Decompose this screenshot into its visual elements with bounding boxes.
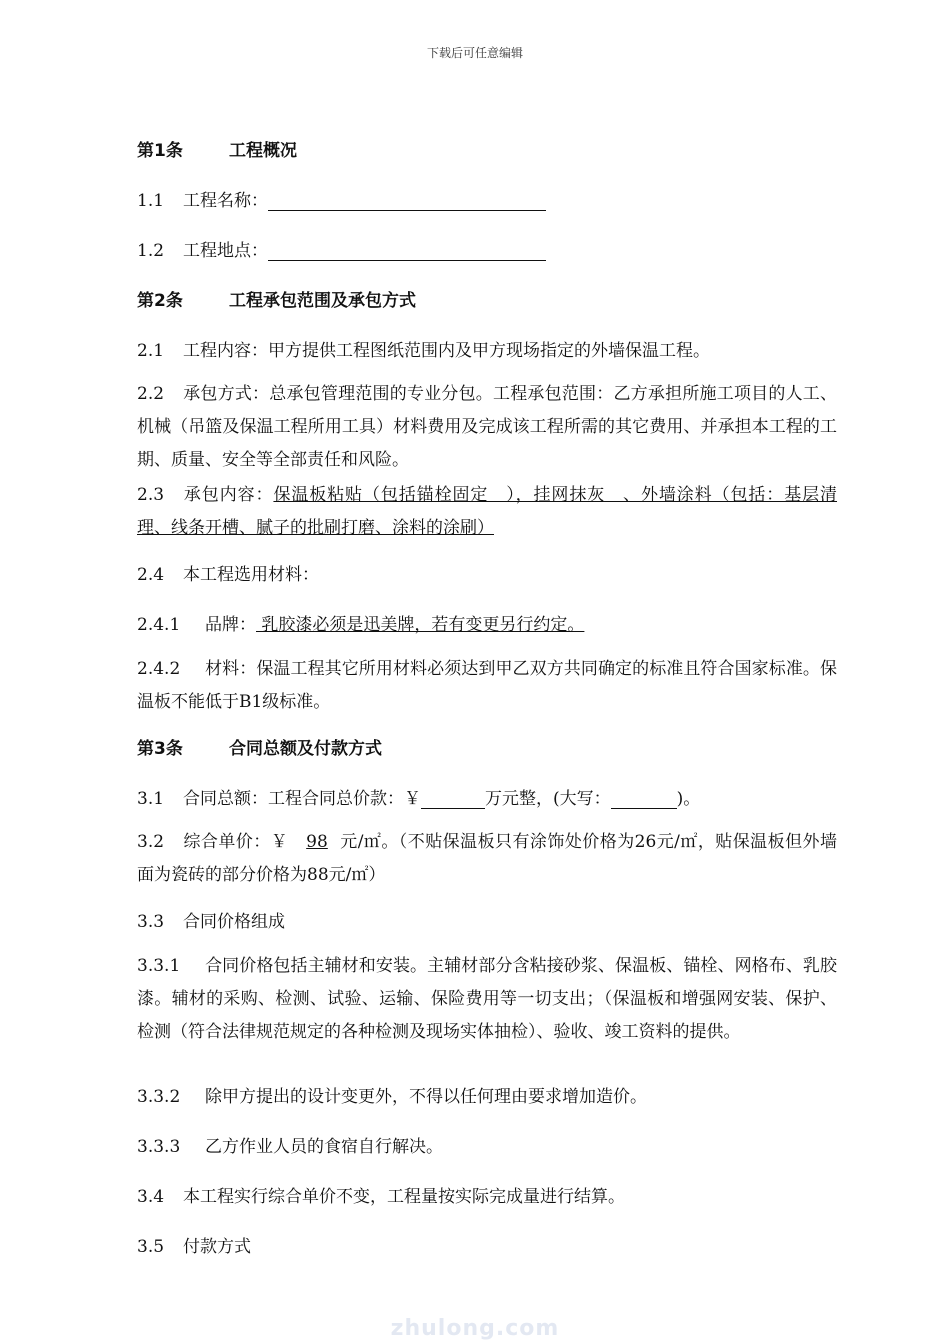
section-number: 第1条 [137, 141, 183, 161]
clause-number: 2.4.2 [137, 659, 181, 679]
clause-number: 2.4.1 [137, 615, 181, 635]
clause-text: )。 [676, 789, 701, 809]
section-title: 合同总额及付款方式 [229, 739, 382, 759]
clause-text: 综合单价：￥ [183, 832, 289, 852]
section-2-heading [137, 286, 416, 311]
clause-3-3 [137, 907, 285, 932]
project-location-blank [268, 242, 546, 261]
clause-3-3-3 [137, 1132, 443, 1157]
clause-2-4 [137, 560, 319, 585]
watermark: zhulong.com [390, 1316, 560, 1341]
clause-label: 品牌： [205, 615, 256, 635]
clause-number: 2.2 [137, 384, 165, 404]
unit-price-value: 98 [306, 832, 328, 852]
clause-number: 3.3.2 [137, 1087, 181, 1107]
section-1-heading [137, 136, 297, 161]
section-3-heading [137, 734, 382, 759]
clause-1-2 [137, 236, 546, 261]
clause-2-2 [137, 378, 837, 477]
clause-number: 3.3 [137, 912, 165, 932]
clause-text: 乙方作业人员的食宿自行解决。 [205, 1137, 443, 1157]
clause-3-3-1 [137, 950, 837, 1049]
clause-text: 本工程选用材料： [183, 565, 319, 585]
clause-text: 材料：保温工程其它所用材料必须达到甲乙双方共同确定的标准且符合国家标准。保温板不能低于B1级标准。 [137, 659, 837, 712]
clause-2-1 [137, 336, 710, 361]
contract-scope-text: 保温板粘贴（包括锚栓固定 ），挂网抹灰 、外墙涂料（包括：基层清理、线条开槽、腻子的批刷打磨、涂料的涂刷） [137, 485, 838, 538]
clause-1-1 [137, 186, 546, 211]
section-number: 第2条 [137, 291, 183, 311]
clause-text: 合同价格包括主辅材和安装。主辅材部分含粘接砂浆、保温板、锚栓、网格布、乳胶漆。辅材的采购、检测、试验、运输、保险费用等一切支出；（保温板和增强网安装、保护、检测（符合法律规范规定的各种检测及现场实体抽检）、验收、竣工资料的提供。 [137, 956, 837, 1042]
clause-text: 承包方式：总承包管理范围的专业分包。工程承包范围：乙方承担所施工项目的人工、机械（吊篮及保温工程所用工具）材料费用及完成该工程所需的其它费用、并承担本工程的工期、质量、安全等全部责任和风险。 [137, 384, 837, 470]
clause-2-4-1 [137, 610, 584, 635]
clause-number: 3.5 [137, 1237, 165, 1257]
project-name-blank [268, 192, 546, 211]
clause-text: 工程名称： [183, 191, 268, 211]
clause-text: 合同总额：工程合同总价款：￥ [183, 789, 421, 809]
clause-number: 2.4 [137, 565, 165, 585]
clause-number: 2.1 [137, 341, 165, 361]
clause-text: 工程内容：甲方提供工程图纸范围内及甲方现场指定的外墙保温工程。 [183, 341, 710, 361]
clause-3-5 [137, 1232, 251, 1257]
total-price-blank [421, 790, 485, 809]
clause-2-4-2 [137, 653, 837, 719]
section-number: 第3条 [137, 739, 183, 759]
clause-label: 承包内容： [183, 485, 274, 505]
clause-3-1 [137, 784, 700, 809]
clause-3-2 [137, 826, 837, 892]
clause-number: 1.1 [137, 191, 165, 211]
clause-number: 3.3.1 [137, 956, 181, 976]
section-title: 工程承包范围及承包方式 [229, 291, 416, 311]
clause-number: 3.4 [137, 1187, 165, 1207]
clause-number: 3.2 [137, 832, 165, 852]
clause-text: 合同价格组成 [183, 912, 285, 932]
clause-3-3-2 [137, 1082, 647, 1107]
clause-number: 1.2 [137, 241, 165, 261]
clause-number: 3.3.3 [137, 1137, 181, 1157]
page-header: 下载后可任意编辑 [426, 46, 523, 60]
clause-number: 3.1 [137, 789, 165, 809]
clause-text: 万元整，(大写： [485, 789, 611, 809]
clause-text: 工程地点： [183, 241, 268, 261]
brand-text: 乳胶漆必须是迅美牌，若有变更另行约定。 [256, 615, 585, 635]
section-title: 工程概况 [229, 141, 297, 161]
clause-2-3 [137, 479, 837, 545]
clause-3-4 [137, 1182, 625, 1207]
clause-text: 除甲方提出的设计变更外，不得以任何理由要求增加造价。 [205, 1087, 647, 1107]
clause-number: 2.3 [137, 485, 165, 505]
clause-text: 元/㎡。（不贴保温板只有涂饰处价格为26元/㎡，贴保温板但外墙面为瓷砖的部分价格为88元/㎡） [137, 832, 837, 885]
clause-text: 付款方式 [183, 1237, 251, 1257]
total-price-words-blank [611, 790, 677, 809]
clause-text: 本工程实行综合单价不变，工程量按实际完成量进行结算。 [183, 1187, 625, 1207]
